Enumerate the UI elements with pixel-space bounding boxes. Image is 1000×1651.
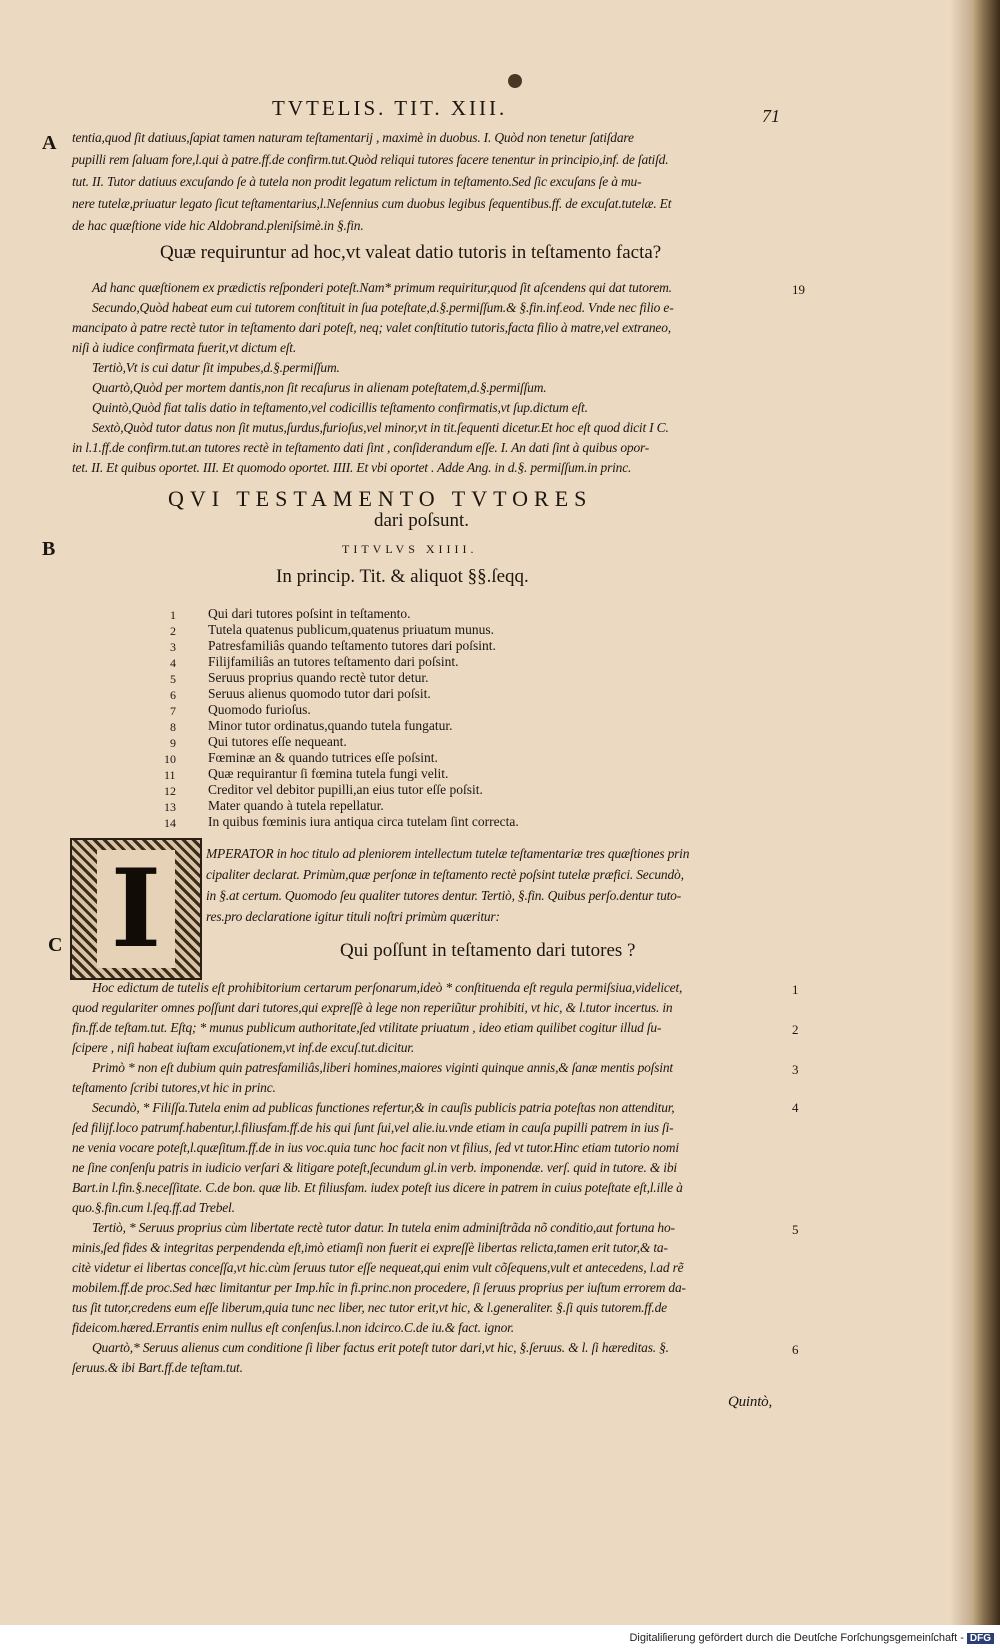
body-line: minis,ſed fides & integritas perpendenda eſt,imò etiamſi non fuerit ei expreſſè libertas relicta,tamen erit tutor,& ta- bbox=[72, 1240, 668, 1255]
summary-number: 5 bbox=[170, 672, 176, 686]
para1-line: tut. II. Tutor datiuus excuſando ſe à tutela non prodit legatum relictum in teſtamento.Sed ſic excuſans ſe à mu- bbox=[72, 174, 642, 189]
catchword: Quintò, bbox=[728, 1394, 773, 1410]
summary-item: Tutela quatenus publicum,quatenus priuatum munus. bbox=[208, 622, 494, 637]
section-title: QVI TESTAMENTO TVTORES bbox=[168, 486, 593, 511]
summary-number: 13 bbox=[164, 800, 176, 814]
summary-number: 7 bbox=[170, 704, 176, 718]
summary-item: Filijfamiliâs an tutores teſtamento dari poſsint. bbox=[208, 654, 459, 669]
body-line: Bart.in l.fin.§.neceſſitate. C.de bon. quæ lib. Et filiusfam. iudex poteſt ius dicere in patrem in cuius poteſtate eſt,l.ille à bbox=[72, 1180, 683, 1195]
para2-line: tet. II. Et quibus oportet. III. Et quomodo oportet. IIII. Et vbi oportet . Adde Ang. in d.§. permiſſum.in princ. bbox=[72, 460, 632, 475]
question-heading: Quæ requiruntur ad hoc,vt valeat datio tutoris in teſtamento facta? bbox=[160, 242, 662, 263]
margin-number: 1 bbox=[792, 982, 799, 997]
body-line: ſcipere , niſi habeat iuſtam excuſationem,vt inf.de excuſ.tut.dicitur. bbox=[72, 1040, 415, 1055]
para2-line: Ad hanc quæſtionem ex prædictis reſponderi poteſt.Nam* primum requiritur,quod ſit aſcendens qui dat tutorem. bbox=[92, 280, 672, 295]
intro-line: in §.at certum. Quomodo ſeu qualiter tutores dentur. Tertiò, §.fin. Quibus perſo.dentur tuto- bbox=[206, 888, 682, 903]
body-line: fin.ff.de teſtam.tut. Eſtq; * munus publicum authoritate,ſed vtilitate priuatum , ideo etiam quilibet cogitur illud ſu- bbox=[72, 1020, 662, 1035]
titulus-label: TITVLVS XIIII. bbox=[342, 542, 478, 556]
summary-item: Creditor vel debitor pupilli,an eius tutor eſſe poſsit. bbox=[208, 782, 483, 797]
body-line: fideicom.hæred.Errantis enim nullus eſt conſenſus.l.non idcirco.C.de iu.& fact. ignor. bbox=[72, 1320, 514, 1335]
body-line: ne ſine conſenſu patris in iudicio verſari & litigare poteſt,ſecundum gl.in verb. imponendæ. verſ. quid in tutore. & ibi bbox=[72, 1160, 677, 1175]
intro-line: cipaliter declarat. Primùm,quæ perſonæ in teſtamento rectè poſsint tutelæ præfici. Secundò, bbox=[206, 867, 684, 882]
para1-line: pupilli rem ſaluam fore,l.qui à patre.ff.de confirm.tut.Quòd reliqui tutores facere tenentur in principio,inf. de ſatiſd. bbox=[72, 152, 669, 167]
summary-number: 6 bbox=[170, 688, 176, 702]
body-line: ſeruus.& ibi Bart.ff.de teſtam.tut. bbox=[72, 1360, 243, 1375]
summary-number: 10 bbox=[164, 752, 176, 766]
para2-line: niſi à iudice confirmata fuerit,vt dictum eſt. bbox=[72, 340, 297, 355]
question-heading: Qui poſſunt in teſtamento dari tutores ? bbox=[340, 940, 636, 961]
margin-number: 2 bbox=[792, 1022, 799, 1037]
summary-item: Quomodo furioſus. bbox=[208, 702, 311, 717]
page-edge bbox=[972, 0, 1000, 1625]
margin-number: 19 bbox=[792, 282, 805, 297]
body-line: Quartò,* Seruus alienus cum conditione ſi liber factus erit poteſt tutor dari,vt hic, §.ſeruus. & l. ſi hæreditas. §. bbox=[92, 1340, 669, 1355]
summary-item: Quæ requirantur ſi fœmina tutela fungi velit. bbox=[208, 766, 449, 781]
margin-letter-a: A bbox=[42, 132, 57, 154]
summary-item: Qui tutores eſſe nequeant. bbox=[208, 734, 347, 749]
summary-number: 12 bbox=[164, 784, 176, 798]
para2-line: Quintò,Quòd fiat talis datio in teſtamento,vel codicillis teſtamento confirmatis,vt ſup.dictum eſt. bbox=[92, 400, 588, 415]
credit-text: Digitaliſierung gefördert durch die Deutſche Forſchungsgemeinſchaft - bbox=[629, 1632, 964, 1644]
para1-line: nere tutelæ,priuatur legato ſicut teſtamentarius,l.Neſennius cum duobus legibus ſequentibus.ff. de excuſat.tutelæ. Et bbox=[72, 196, 672, 211]
para2-line: Sextò,Quòd tutor datus non ſit mutus,ſurdus,furioſus,vel minor,vt in tit.ſequenti dicetur.Et hoc eſt quod dicit I C. bbox=[92, 420, 669, 435]
running-head: TVTELIS. TIT. XIII. bbox=[272, 96, 508, 120]
initial-letter: I bbox=[97, 850, 176, 968]
margin-number: 3 bbox=[792, 1062, 799, 1077]
summary-item: Mater quando à tutela repellatur. bbox=[208, 798, 384, 813]
summary-number: 9 bbox=[170, 736, 176, 750]
summary-number: 8 bbox=[170, 720, 176, 734]
decorated-initial bbox=[70, 838, 202, 980]
margin-number: 6 bbox=[792, 1342, 799, 1357]
summary-number: 1 bbox=[170, 608, 176, 622]
para1-line: tentia,quod ſit datiuus,ſapiat tamen naturam teſtamentarij , maximè in duobus. I. Quòd non tenetur ſatiſdare bbox=[72, 130, 634, 145]
intro-line: MPERATOR in hoc titulo ad pleniorem intellectum tutelæ teſtamentariæ tres quæſtiones prin bbox=[206, 846, 690, 861]
body-line: Primò * non eſt dubium quin patresfamiliâs,liberi homines,maiores viginti quinque annis,& ſanæ mentis poſsint bbox=[92, 1060, 673, 1075]
body-line: quod regulariter omnes poſſunt dari tutores,qui expreſſè à lege non reperiũtur prohibiti, vt hic, & l.tutor incertus. in bbox=[72, 1000, 673, 1015]
margin-number: 5 bbox=[792, 1222, 799, 1237]
summary-item: Qui dari tutores poſsint in teſtamento. bbox=[208, 606, 411, 621]
para2-line: Quartò,Quòd per mortem dantis,non ſit recaſurus in alienam poteſtatem,d.§.permiſſum. bbox=[92, 380, 547, 395]
para2-line: Secundo,Quòd habeat eum cui tutorem conſtituit in ſua poteſtate,d.§.permiſſum.& §.fin.inf.eod. Vnde nec filio e- bbox=[92, 300, 674, 315]
intro-line: res.pro declaratione igitur tituli noſtri primùm quæritur: bbox=[206, 909, 500, 924]
summary-item: Seruus alienus quomodo tutor dari poſsit. bbox=[208, 686, 431, 701]
summary-item: Minor tutor ordinatus,quando tutela fungatur. bbox=[208, 718, 453, 733]
body-line: citè videtur ei libertas conceſſa,vt hic.cùm ſeruus tutor eſſe nequeat,qui enim vult cõſequens,vult et antecedens, l.ad rẽ bbox=[72, 1260, 684, 1275]
ornament-dot bbox=[508, 74, 522, 88]
summary-item: In quibus fœminis iura antiqua circa tutelam ſint correcta. bbox=[208, 814, 519, 829]
digitization-credit bbox=[629, 1632, 994, 1644]
body-line: tus ſit tutor,credens eum eſſe liberum,quia tunc nec liber, nec tutor erit,vt hic, & l.generaliter. §.ſi quis tutorem.ff.de bbox=[72, 1300, 667, 1315]
summary-item: Patresfamiliâs quando teſtamento tutores dari poſsint. bbox=[208, 638, 496, 653]
body-line: ne venia vocare poteſt,l.quæſitum.ff.de in ius voc.quia tunc hoc facit non vt filius, ſed vt tutor.Hinc etiam tutorio nomi bbox=[72, 1140, 679, 1155]
page-gutter-shadow bbox=[950, 0, 972, 1625]
para1-line: de hac quæſtione vide hic Aldobrand.pleniſsimè.in §.fin. bbox=[72, 218, 364, 233]
summary-number: 14 bbox=[164, 816, 176, 830]
margin-letter-b: B bbox=[42, 538, 56, 560]
body-line: teſtamento ſcribi tutores,vt hic in princ. bbox=[72, 1080, 276, 1095]
summary-number: 2 bbox=[170, 624, 176, 638]
summary-number: 3 bbox=[170, 640, 176, 654]
margin-letter-c: C bbox=[48, 934, 63, 956]
body-line: Hoc edictum de tutelis eſt prohibitorium certarum perſonarum,ideò * conſtituenda eſt regula permiſsiua,videlicet, bbox=[92, 980, 683, 995]
para2-line: Tertiò,Vt is cui datur ſit impubes,d.§.permiſſum. bbox=[92, 360, 340, 375]
body-line: quo.§.fin.cum l.ſeq.ff.ad Trebel. bbox=[72, 1200, 235, 1215]
summary-number: 11 bbox=[164, 768, 176, 782]
margin-number: 4 bbox=[792, 1100, 799, 1115]
summary-number: 4 bbox=[170, 656, 176, 670]
summary-item: Fœminæ an & quando tutrices eſſe poſsint. bbox=[208, 750, 438, 765]
dfg-logo: DFG bbox=[967, 1633, 994, 1644]
body-line: mobilem.ff.de proc.Sed hæc limitantur per Imp.hîc in fi.princ.non procedere, ſi ſeruus proprius per iuſtum errorem da- bbox=[72, 1280, 686, 1295]
body-line: ſed filijf.loco patrumf.habentur,l.filiusfam.ff.de his qui ſunt ſui,vel alie.iu.vnde etiam in cauſa pupilli patrem in ius ſi- bbox=[72, 1120, 674, 1135]
para2-line: in l.1.ff.de confirm.tut.an tutores rectè in teſtamento dati ſint , conſiderandum eſſe. I. An dati ſint à quibus opor- bbox=[72, 440, 650, 455]
page-number: 71 bbox=[762, 106, 780, 126]
body-line: Tertiò, * Seruus proprius cùm libertate rectè tutor datur. In tutela enim adminiſtrãda nõ conditio,aut fortuna ho- bbox=[92, 1220, 675, 1235]
summary-item: Seruus proprius quando rectè tutor detur. bbox=[208, 670, 429, 685]
subtitle: In princip. Tit. & aliquot §§.ſeqq. bbox=[276, 566, 529, 587]
section-title-line2: dari poſsunt. bbox=[374, 510, 469, 531]
para2-line: mancipato à patre rectè tutor in teſtamento dari poteſt, neq; valet conſtitutio tutoris,facta filio à matre,vel extraneo, bbox=[72, 320, 671, 335]
body-line: Secundò, * Filiſſa.Tutela enim ad publicas functiones refertur,& in cauſis publicis patria poteſtas non attenditur, bbox=[92, 1100, 675, 1115]
